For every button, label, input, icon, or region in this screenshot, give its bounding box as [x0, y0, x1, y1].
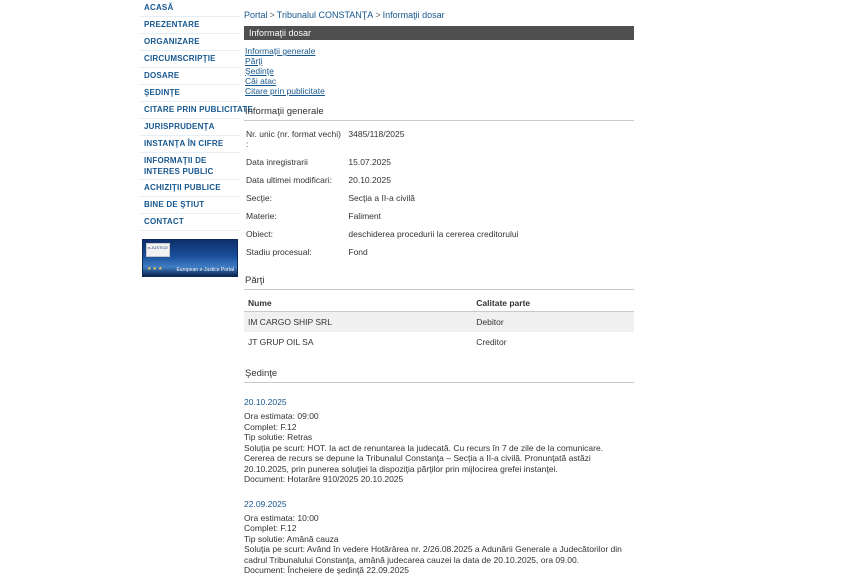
- hearing-date[interactable]: 20.10.2025: [244, 397, 287, 407]
- field-value: Fond: [348, 247, 368, 257]
- field-label: Materie:: [246, 211, 277, 221]
- table-header-row: [244, 295, 634, 312]
- field-label: Stadiu procesual:: [246, 247, 312, 257]
- e-justice-badge-icon: e-JUSTICE: [146, 243, 170, 257]
- section-heading-parti: Părţi: [244, 269, 634, 290]
- hearing-entry: [244, 499, 634, 576]
- party-role: Creditor: [476, 337, 507, 347]
- field-value: Secţia a II-a civilă: [348, 193, 416, 203]
- eu-stars-icon: ★★★: [147, 266, 164, 272]
- breadcrumb-separator: >: [375, 10, 381, 20]
- anchor-links: [244, 40, 639, 100]
- sidebar-item-bine-de-stiut[interactable]: BINE DE ŞTIUT: [140, 197, 240, 214]
- field-value: 20.10.2025: [348, 175, 391, 185]
- party-role: Debitor: [472, 312, 634, 333]
- breadcrumb-separator: >: [269, 10, 275, 20]
- table-row: [244, 243, 634, 261]
- page-title: Informaţii dosar: [244, 26, 634, 40]
- table-row: [244, 207, 634, 225]
- section-heading-sedinte: Şedinţe: [244, 362, 634, 383]
- section-heading-informatii-generale: Informaţii generale: [244, 100, 634, 121]
- breadcrumb-item-current: Informaţii dosar: [382, 10, 445, 20]
- sidebar-item-circumscriptie[interactable]: CIRCUMSCRIPŢIE: [140, 51, 240, 68]
- hearing-tip-solutie: Tip solutie: Amână cauza: [244, 533, 339, 544]
- table-row: [244, 153, 634, 171]
- parties-table: [244, 295, 634, 352]
- banner-label: European e-Justice Portal: [176, 267, 234, 273]
- table-row: [244, 189, 634, 207]
- breadcrumb-item-tribunal[interactable]: Tribunalul CONSTANŢA: [276, 10, 374, 20]
- hearing-solutie: Soluţia pe scurt: HOT. Ia act de renuntarea la judecată. Cu recurs în 7 de zile de la comunicare. Cererea de recurs se depune la Tribunalul Constanţa – Secţia a II-a civilă. Pronunţată astăzi 20.10.2025, prin punerea soluţiei la dispoziţia părţilor prin mijlocirea grefei instanţei.: [244, 442, 604, 474]
- field-label: Nr. unic (nr. format vechi) :: [246, 129, 341, 149]
- party-name: JT GRUP OIL SA: [248, 337, 314, 347]
- sidebar-item-prezentare[interactable]: PREZENTARE: [140, 17, 240, 34]
- sidebar-item-sedinte[interactable]: ŞEDINŢE: [140, 85, 240, 102]
- field-value: 15.07.2025: [348, 157, 391, 167]
- hearing-date[interactable]: 22.09.2025: [244, 498, 287, 509]
- field-label: Obiect:: [246, 229, 273, 239]
- sidebar-item-acasa[interactable]: ACASĂ: [140, 0, 240, 17]
- anchor-sedinte[interactable]: Şedinţe: [245, 66, 274, 76]
- hearing-document: Document: Încheiere de şedinţă 22.09.2025: [244, 565, 409, 575]
- anchor-parti[interactable]: Părţi: [245, 56, 263, 66]
- table-row: [244, 332, 634, 352]
- field-label: Data ultimei modificari:: [246, 175, 332, 185]
- hearing-complet: Complet: F.12: [244, 523, 297, 533]
- anchor-informatii-generale[interactable]: Informaţii generale: [245, 46, 316, 56]
- field-value: 3485/118/2025: [348, 129, 405, 139]
- sidebar-item-jurisprudenta[interactable]: JURISPRUDENŢA: [140, 119, 240, 136]
- sidebar-item-organizare[interactable]: ORGANIZARE: [140, 34, 240, 51]
- hearing-ora: Ora estimata: 09:00: [244, 411, 319, 421]
- sidebar-item-achizitii-publice[interactable]: ACHIZIŢII PUBLICE: [140, 180, 240, 197]
- column-header-nume: Nume: [244, 295, 472, 312]
- sidebar-item-citare-prin-publicitate[interactable]: CITARE PRIN PUBLICITATE: [140, 102, 240, 119]
- table-row: [244, 312, 634, 333]
- field-label: Data inregistrarii: [246, 157, 308, 167]
- e-justice-portal-banner[interactable]: [142, 239, 238, 277]
- anchor-cai-atac[interactable]: Căi atac: [245, 76, 277, 86]
- general-info-table: [244, 125, 634, 261]
- hearing-complet: Complet: F.12: [244, 421, 297, 432]
- breadcrumb-item-portal[interactable]: Portal: [244, 10, 268, 20]
- field-value: Faliment: [348, 211, 381, 221]
- hearing-tip-solutie: Tip solutie: Retras: [244, 432, 313, 442]
- main-content: [244, 0, 639, 575]
- table-row: [244, 125, 634, 153]
- hearing-solutie: Soluţia pe scurt: Având în vedere Hotărârea nr. 2/26.08.2025 a Adunării Generale a Judecătorilor din cadrul Tribunalului Constanţa, amână judecarea cauzei la data de 20.10.2025, ora 09.00.: [244, 544, 622, 565]
- table-row: [244, 171, 634, 189]
- hearing-document: Document: Hotarâre 910/2025 20.10.2025: [244, 474, 404, 484]
- column-header-calitate-parte: Calitate parte: [472, 295, 634, 312]
- breadcrumb: [244, 0, 639, 26]
- hearing-entry: [244, 397, 634, 485]
- sidebar-item-dosare[interactable]: DOSARE: [140, 68, 240, 85]
- field-label: Secţie:: [246, 193, 272, 203]
- field-value: deschiderea procedurii la cererea creditorului: [348, 229, 519, 239]
- sidebar-item-informatii-de-interes-public[interactable]: INFORMAŢII DE INTERES PUBLIC: [140, 153, 240, 180]
- hearing-ora: Ora estimata: 10:00: [244, 512, 319, 523]
- table-row: [244, 225, 634, 243]
- anchor-citare-prin-publicitate[interactable]: Citare prin publicitate: [245, 86, 325, 96]
- sidebar-item-instanta-in-cifre[interactable]: INSTANŢA ÎN CIFRE: [140, 136, 240, 153]
- party-name: IM CARGO SHIP SRL: [244, 312, 472, 333]
- sidebar-item-contact[interactable]: CONTACT: [140, 214, 240, 231]
